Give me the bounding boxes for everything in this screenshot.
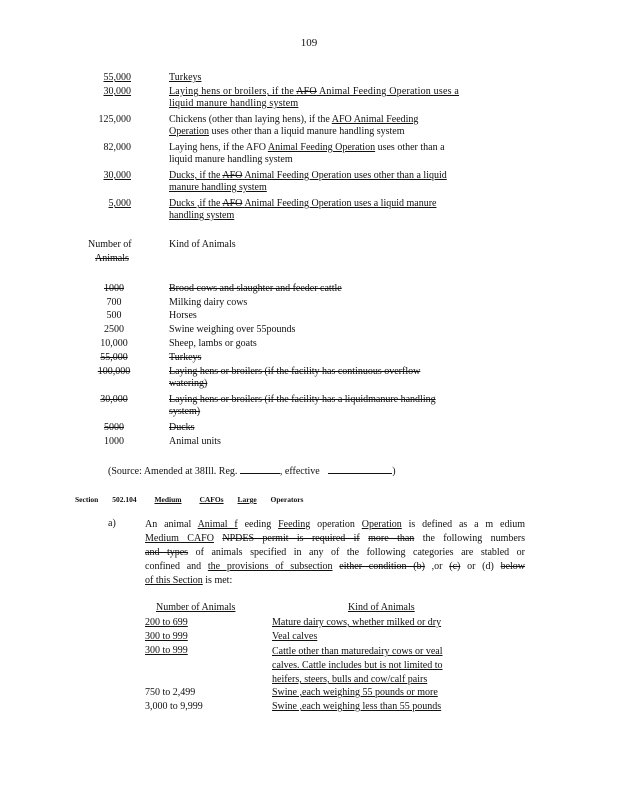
new-table-row-4-desc: Swine ,each weighing less than 55 pounds	[272, 701, 442, 712]
old-list-num-7: 30,000	[100, 394, 128, 405]
para-a-marker: a)	[108, 518, 116, 529]
old-list-desc-7: Laying hens or broilers (if the facility has a liquidmanure handling system)	[169, 394, 436, 417]
top-list-num-2: 125,000	[98, 114, 131, 125]
para-a-text: An animal Animal f eeding Feeding operation Operation is defined as a m edium Medium CAFO NPDES permit is required if more than the following numbers and types of animals specified in any of the following categories are stabled or confined and the provisions of subsection either condition (b) ,or (c) or (d) below of this Section is met:	[145, 519, 526, 586]
old-list-num-9: 1000	[104, 436, 124, 447]
old-list-num-1: 700	[106, 297, 122, 308]
new-table-row-4-num: 3,000 to 9,999	[145, 701, 203, 712]
new-table-header-number: Number of Animals	[156, 602, 236, 613]
new-table-row-3-desc: Swine ,each weighing 55 pounds or more	[272, 687, 438, 698]
old-list-num-4: 10,000	[100, 338, 128, 349]
top-list-num-4: 30,000	[103, 170, 131, 181]
old-list-num-5: 55,000	[100, 352, 128, 363]
old-list-desc-9: Animal units	[169, 436, 221, 447]
old-list-desc-1: Milking dairy cows	[169, 297, 248, 308]
new-table-row-2-num: 300 to 999	[145, 645, 188, 656]
old-list-num-3: 2500	[104, 324, 124, 335]
top-list-num-1: 30,000	[103, 86, 131, 97]
new-table-row-0-desc: Mature dairy cows, whether milked or dry	[272, 617, 442, 628]
old-list-num-6: 100,000	[97, 366, 131, 377]
old-list-desc-5: Turkeys	[169, 352, 202, 363]
old-list-desc-2: Horses	[169, 310, 197, 321]
top-list-desc-4: Ducks, if the AFO Animal Feeding Operation uses other than a liquid manure handling system	[169, 170, 447, 193]
old-list-desc-6: Laying hens or broilers (if the facility has continuous overflow watering)	[169, 366, 421, 389]
old-header-right: Kind of Animals	[169, 239, 236, 250]
new-table-row-2-desc: Cattle other than maturedairy cows or veal calves. Cattle includes but is not limited to heifers, steers, bulls and cow/calf pairs	[272, 646, 443, 685]
new-table-header-kind: Kind of Animals	[348, 602, 415, 613]
old-list-desc-8: Ducks	[169, 422, 195, 433]
old-header-left-2: Animals	[95, 253, 129, 264]
top-list-desc-2: Chickens (other than laying hens), if the AFO Animal Feeding Operation uses other than a liquid manure handling system	[169, 114, 419, 137]
old-list-desc-0: Brood cows and slaughter and feeder cattle	[169, 283, 342, 294]
new-table-row-3-num: 750 to 2,499	[145, 687, 196, 698]
top-list-desc-1: Laying hens or broilers, if the AFO Animal Feeding Operation uses a liquid manure handling system	[169, 86, 460, 109]
source-line: (Source: Amended at 38Ill. Reg. , effective )	[108, 466, 396, 477]
new-table-row-0-num: 200 to 699	[145, 617, 188, 628]
top-list-num-5: 5,000	[108, 198, 131, 209]
old-list-num-2: 500	[106, 310, 122, 321]
section-heading: Section 502.104 Medium CAFOs Large Operators	[75, 495, 304, 504]
page-number: 109	[300, 37, 318, 49]
top-list-desc-3: Laying hens, if the AFO Animal Feeding Operation uses other than a liquid manure handling system	[169, 142, 445, 165]
new-table-row-1-num: 300 to 999	[145, 631, 188, 642]
old-list-num-0: 1000	[104, 283, 124, 294]
top-list-num-3: 82,000	[103, 142, 131, 153]
top-list-desc-0: Turkeys	[169, 72, 202, 83]
top-list-desc-5: Ducks ,if the AFO Animal Feeding Operation uses a liquid manure handling system	[169, 198, 437, 221]
new-table-row-1-desc: Veal calves	[272, 631, 318, 642]
old-list-desc-4: Sheep, lambs or goats	[169, 338, 257, 349]
top-list-num-0: 55,000	[103, 72, 131, 83]
old-list-desc-3: Swine weighing over 55pounds	[169, 324, 296, 335]
old-header-left-1: Number of	[88, 239, 132, 250]
old-list-num-8: 5000	[104, 422, 124, 433]
